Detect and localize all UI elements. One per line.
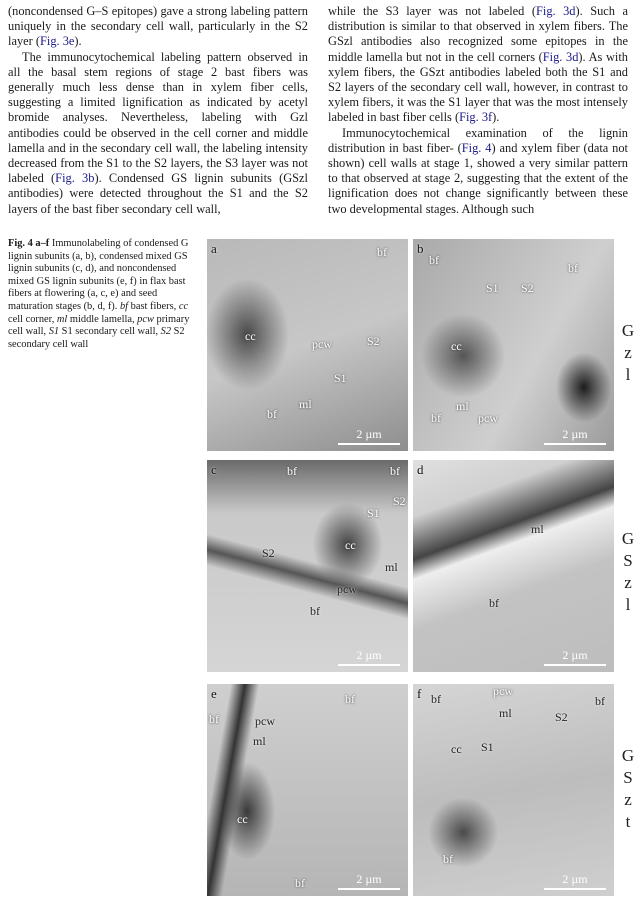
panel-label: bf — [489, 596, 499, 610]
abbr: cc — [178, 300, 189, 312]
text: ). As with xylem fibers, the GSzt antibodies labeled both the S1 and S2 layers of the secondary cell wall, however, in contrast to xylem fibers, it was the S1 layer that was the most intensely labeled in bast fiber cells ( — [328, 49, 628, 125]
figure-link[interactable]: Fig. 3f — [459, 110, 493, 125]
row-label-char: l — [625, 365, 631, 384]
text: (noncondensed G–S epitopes) gave a strong labeling pattern uniquely in the secondary cell wall, particularly in the S2 layer ( — [8, 4, 308, 49]
panel-label: bf — [390, 464, 400, 478]
figure-caption — [8, 238, 203, 351]
panel-label: S2 — [393, 494, 406, 508]
text: Immunolabeling of condensed G lignin subunits (a, b), condensed mixed GS lignin subunits (c, d), and noncondensed mixed GS lignin subunits (e, f) in flax bast fibers at flowering (a, c, e) and seed maturation stages (b, d, f). — [8, 238, 189, 312]
panel-letter: a — [211, 241, 217, 256]
panel-letter: f — [417, 686, 422, 701]
panel-label: cc — [345, 538, 356, 552]
paragraph — [328, 4, 628, 126]
scale-bar — [338, 648, 400, 666]
row-label-gzl — [620, 320, 636, 386]
panel-label: S1 — [481, 740, 494, 754]
row-label-gszl — [620, 528, 636, 616]
panel-label: S2 — [262, 546, 275, 560]
text: primary cell wall, — [8, 313, 190, 338]
panel-label: S1 — [486, 281, 499, 295]
figure-link[interactable]: Fig. 3d — [542, 49, 579, 64]
scale-label: 2 µm — [562, 872, 588, 886]
figure-link[interactable]: Fig. 3d — [535, 4, 576, 18]
micrograph-panel-f — [413, 684, 614, 896]
text: bast fibers, — [128, 300, 179, 312]
text: Immunocytochemical examination of the lignin distribution in bast fiber- ( — [328, 125, 628, 155]
panel-label: ml — [456, 399, 469, 413]
panel-label: ml — [385, 560, 398, 574]
panel-label: cc — [451, 742, 462, 756]
text: S1 secondary cell wall, — [59, 326, 161, 338]
abbr: pcw — [137, 313, 154, 325]
micrograph-panel-a — [207, 239, 408, 451]
text: ) and xylem fiber (data not shown) cell walls at stage 1, showed a very similar pattern to that observed at stage 2, suggesting that the extent of the lignification does not change significantly between these two developmental stages. Although such — [328, 140, 629, 216]
figure-link[interactable]: Fig. 3e — [40, 34, 75, 49]
panel-label: bf — [595, 694, 605, 708]
panel-label: bf — [431, 692, 441, 706]
row-label-char: S — [623, 551, 633, 570]
scale-bar — [544, 427, 606, 445]
row-label-gszt — [620, 745, 636, 833]
row-label-char: z — [624, 573, 632, 592]
panel-label: S1 — [334, 371, 347, 385]
panel-label: S2 — [367, 334, 380, 348]
scale-label: 2 µm — [356, 648, 382, 662]
panel-letter: b — [417, 241, 424, 256]
abbr: bf — [119, 300, 129, 312]
paragraph — [8, 50, 308, 217]
panel-label: bf — [377, 245, 387, 259]
scale-bar — [338, 872, 400, 890]
micrograph-panel-d — [413, 460, 614, 672]
row-label-char: l — [625, 595, 631, 614]
panel-label: S2 — [555, 710, 568, 724]
panel-label: pcw — [255, 714, 275, 728]
panel-label: bf — [443, 852, 453, 866]
text: middle lamella, — [67, 313, 138, 325]
micrograph-panel-e — [207, 684, 408, 896]
scale-label: 2 µm — [356, 427, 382, 441]
row-label-char: G — [621, 321, 635, 340]
panel-label: cc — [451, 339, 462, 353]
figure-link[interactable]: Fig. 4 — [461, 140, 492, 155]
paragraph — [8, 4, 308, 50]
paragraph — [328, 126, 628, 217]
figure-link[interactable]: Fig. 3b — [55, 171, 95, 186]
row-label-char: S — [623, 768, 633, 787]
panel-label: bf — [209, 712, 219, 726]
abbr: ml — [56, 313, 68, 325]
panel-label: ml — [253, 734, 266, 748]
panel-label: bf — [310, 604, 320, 618]
panel-label: S2 — [521, 281, 534, 295]
text: cell corner, — [8, 313, 57, 325]
scale-bar — [544, 872, 606, 890]
panel-label: S1 — [367, 506, 380, 520]
text: ). Condensed GS lignin subunits (GSzl antibodies) were detected throughout the S1 and the S2 layers of the bast fiber secondary cell wall, — [8, 171, 309, 216]
panel-label: bf — [429, 253, 439, 267]
scale-bar — [544, 648, 606, 666]
row-label-char: G — [621, 529, 635, 548]
row-label-char: G — [621, 746, 635, 765]
text: ). — [492, 110, 500, 125]
text: while the S3 layer was not labeled ( — [328, 4, 536, 18]
scale-label: 2 µm — [562, 427, 588, 441]
panel-label: bf — [267, 407, 277, 421]
row-label-char: t — [625, 812, 631, 831]
panel-label: ml — [299, 397, 312, 411]
panel-label: bf — [287, 464, 297, 478]
panel-label: ml — [531, 522, 544, 536]
panel-label: pcw — [493, 684, 513, 698]
panel-label: cc — [237, 812, 248, 826]
abbr: S1 — [48, 326, 60, 338]
panel-label: cc — [245, 329, 256, 343]
panel-label: bf — [431, 411, 441, 425]
panel-label: bf — [295, 876, 305, 890]
caption-label: Fig. 4 a–f — [8, 238, 50, 249]
micrograph-panel-c — [207, 460, 408, 672]
panel-label: bf — [568, 261, 578, 275]
abbr: S2 — [160, 326, 172, 338]
text: ). Such a distribution is similar to that observed in xylem fibers. The GSzl antibodies also recognized some epitopes in the middle lamella but not in the cell corners ( — [328, 4, 628, 64]
text: The immunocytochemical labeling pattern observed in all the basal stem regions of stage 2 bast fibers was generally much less dense than in xylem fiber cells, suggesting a limited lignification as indicated by acetyl bromide analyses. Nevertheless, labeling with Gzl antibodies could be observed in the cell corner and middle lamella and in the secondary cell wall, the labeling intensity decreased from the S1 to the S2 layers, the S3 layer was not labeled ( — [8, 49, 308, 186]
row-label-char: z — [624, 343, 632, 362]
panel-label: bf — [345, 692, 355, 706]
text: S2 secondary cell wall — [8, 326, 185, 350]
scale-label: 2 µm — [562, 648, 588, 662]
panel-label: ml — [499, 706, 512, 720]
panel-letter: e — [211, 686, 217, 701]
panel-label: pcw — [312, 337, 332, 351]
scale-label: 2 µm — [356, 872, 382, 886]
panel-label: pcw — [337, 582, 357, 596]
left-text-column — [8, 4, 308, 217]
right-text-column — [328, 4, 628, 217]
micrograph-panel-b — [413, 239, 614, 451]
panel-label: pcw — [478, 411, 498, 425]
scale-bar — [338, 427, 400, 445]
panel-letter: c — [211, 462, 217, 477]
row-label-char: z — [624, 790, 632, 809]
panel-letter: d — [417, 462, 424, 477]
text: ). — [74, 34, 82, 49]
